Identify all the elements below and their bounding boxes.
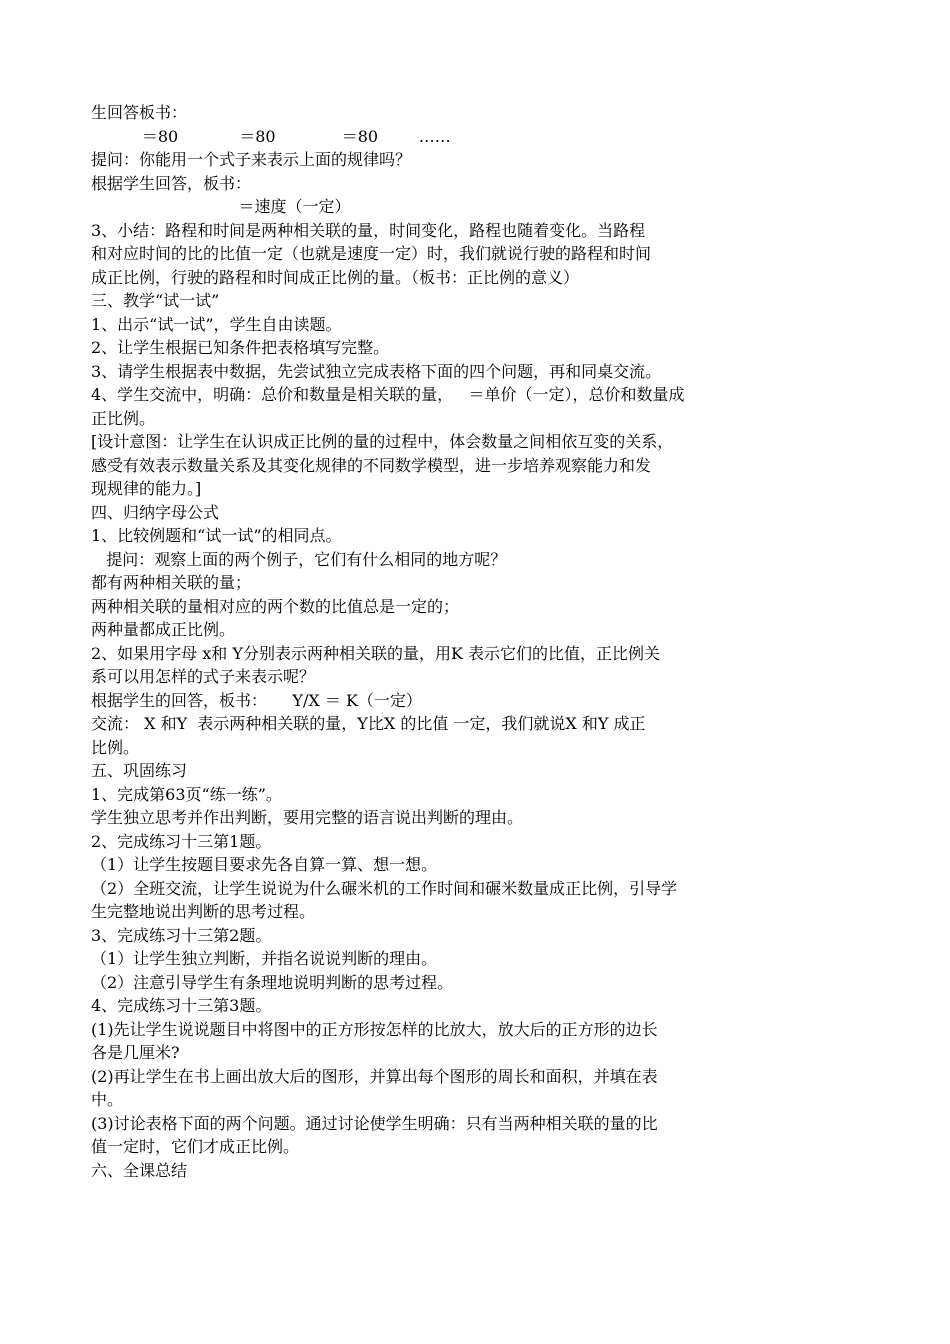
text-line: 1、出示“试一试”，学生自由读题。 — [91, 314, 342, 334]
text-line: 中。 — [91, 1090, 124, 1109]
text-line: 两种量都成正比例。 — [91, 620, 236, 639]
section-heading: 四、归纳字母公式 — [91, 502, 220, 522]
text-line: 学生独立思考并作出判断，要用完整的语言说出判断的理由。 — [91, 808, 524, 827]
text-line: （2）注意引导学生有条理地说明判断的思考过程。 — [91, 972, 454, 992]
text-line: 各是几厘米? — [91, 1043, 180, 1062]
text-line: 比例。 — [91, 737, 140, 757]
text-line: (1)先让学生说说题目中将图中的正方形按怎样的比放大，放大后的正方形的边长 — [91, 1019, 658, 1039]
design-intent-line: 现规律的能力。] — [91, 479, 202, 498]
text-line: (3)讨论表格下面的两个问题。通过讨论使学生明确：只有当两种相关联的量的比 — [91, 1113, 658, 1133]
text-line: 正比例。 — [91, 408, 156, 428]
formula-line: ＝速度（一定） — [91, 197, 351, 216]
text-line: 根据学生回答，板书： — [91, 173, 252, 193]
text-line: 值一定时，它们才成正比例。 — [91, 1137, 300, 1156]
text-line: 两种相关联的量相对应的两个数的比值总是一定的； — [91, 596, 460, 616]
document-page — [91, 101, 791, 1182]
text-line: 都有两种相关联的量； — [91, 573, 252, 592]
text-line: （1）让学生按题目要求先各自算一算、想一想。 — [91, 855, 438, 874]
text-line: 成正比例，行驶的路程和时间成正比例的量。（板书：正比例的意义） — [91, 267, 580, 287]
text-line: 提问：你能用一个式子来表示上面的规律吗？ — [91, 150, 412, 169]
text-line: 生完整地说出判断的思考过程。 — [91, 902, 316, 921]
text-line: 2、完成练习十三第1题。 — [91, 831, 272, 851]
text-line: 交流： X 和Y 表示两种相关联的量，Y比X 的比值 一定，我们就说X 和Y 成正 — [91, 714, 646, 733]
design-intent-line: 感受有效表示数量关系及其变化规律的不同数学模型，进一步培养观察能力和发 — [91, 455, 652, 475]
section-heading: 五、巩固练习 — [91, 761, 188, 780]
text-line: 提问：观察上面的两个例子，它们有什么相同的地方呢？ — [91, 549, 507, 569]
text-line: 4、完成练习十三第3题。 — [91, 996, 272, 1015]
text-line: 生回答板书： — [91, 103, 188, 122]
text-line: 2、如果用字母 x和 Y分别表示两种相关联的量，用K 表示它们的比值，正比例关 — [91, 643, 660, 663]
text-line: 4、学生交流中，明确：总价和数量是相关联的量， ＝单价（一定），总价和数量成 — [91, 385, 685, 404]
text-line: （2）全班交流，让学生说说为什么碾米机的工作时间和碾米数量成正比例，引导学 — [91, 878, 678, 898]
design-intent-line: [设计意图：让学生在认识成正比例的量的过程中，体会数量之间相依互变的关系， — [91, 432, 674, 451]
section-heading: 三、教学“试一试” — [91, 291, 220, 310]
section-heading: 六、全课总结 — [91, 1160, 188, 1180]
formula-line: 根据学生的回答，板书： Y/X ＝ K（一定） — [91, 690, 422, 710]
text-line: 1、比较例题和“试一试”的相同点。 — [91, 526, 342, 545]
text-line: 2、让学生根据已知条件把表格填写完整。 — [91, 338, 390, 357]
text-line: 3、小结：路程和时间是两种相关联的量，时间变化，路程也随着变化。当路程 — [91, 220, 646, 240]
formula-line: ＝80 ＝80 ＝80 …… — [91, 126, 451, 146]
text-line: (2)再让学生在书上画出放大后的图形，并算出每个图形的周长和面积，并填在表 — [91, 1066, 658, 1086]
text-line: （1）让学生独立判断，并指名说说判断的理由。 — [91, 949, 438, 968]
text-line: 系可以用怎样的式子来表示呢？ — [91, 667, 316, 686]
text-line: 3、请学生根据表中数据，先尝试独立完成表格下面的四个问题，再和同桌交流。 — [91, 361, 662, 381]
text-line: 1、完成第63页“练一练”。 — [91, 784, 282, 804]
text-line: 3、完成练习十三第2题。 — [91, 925, 272, 945]
text-line: 和对应时间的比的比值一定（也就是速度一定）时，我们就说行驶的路程和时间 — [91, 244, 652, 263]
